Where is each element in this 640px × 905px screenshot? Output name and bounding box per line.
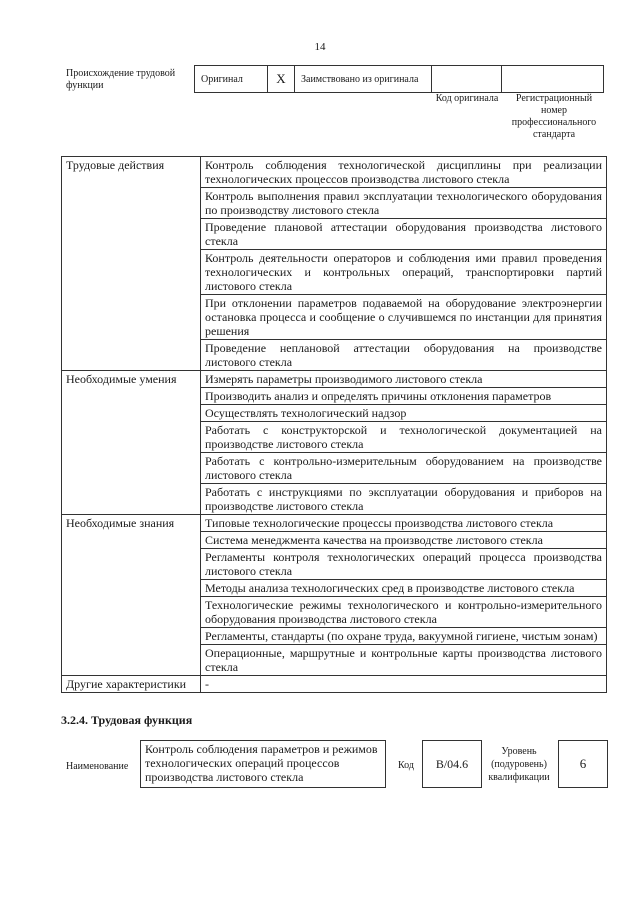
function-name-label: Наименование	[66, 761, 129, 772]
item-cell: -	[201, 676, 607, 693]
item-cell: Работать с конструкторской и технологической документацией на производстве листового стекла	[201, 422, 607, 453]
origin-code-cell	[432, 66, 502, 93]
qualification-level-label: Уровень (подуровень) квалификации	[488, 746, 550, 783]
function-name-value: Контроль соблюдения параметров и режимов технологических операций процессов производства листового стекла	[140, 740, 386, 788]
item-cell: Методы анализа технологических сред в производстве листового стекла	[201, 580, 607, 597]
item-cell: Система менеджмента качества на производстве листового стекла	[201, 532, 607, 549]
item-cell: Операционные, маршрутные и контрольные карты производства листового стекла	[201, 645, 607, 676]
item-cell: Регламенты, стандарты (по охране труда, вакуумной гигиене, чистым зонам)	[201, 628, 607, 645]
item-cell: Работать с инструкциями по эксплуатации оборудования и приборов на производстве листового стекла	[201, 484, 607, 515]
item-cell: Проведение плановой аттестации оборудования производства листового стекла	[201, 219, 607, 250]
item-cell: Измерять параметры производимого листового стекла	[201, 371, 607, 388]
category-cell: Необходимые умения	[62, 371, 201, 515]
table-row	[62, 515, 607, 532]
table-row	[62, 157, 607, 188]
qualification-level-value: 6	[558, 740, 608, 788]
page-number: 14	[314, 41, 326, 53]
item-cell: Проведение неплановой аттестации оборудования на производстве листового стекла	[201, 340, 607, 371]
item-cell: Работать с контрольно-измерительным оборудованием на производстве листового стекла	[201, 453, 607, 484]
section-title: 3.2.4. Трудовая функция	[61, 713, 193, 727]
category-cell: Трудовые действия	[62, 157, 201, 371]
origin-original-mark: X	[268, 66, 295, 93]
item-cell: Производить анализ и определять причины отклонения параметров	[201, 388, 607, 405]
item-cell: При отклонении параметров подаваемой на оборудование электроэнергии остановка процесса и сообщение о случившемся по инстанции для принятия решения	[201, 295, 607, 340]
origin-borrowed-label: Заимствовано из оригинала	[295, 66, 432, 93]
origin-label: Происхождение трудовой функции	[66, 68, 176, 91]
function-code-value: B/04.6	[422, 740, 482, 788]
origin-original-label: Оригинал	[195, 66, 268, 93]
item-cell: Контроль соблюдения технологической дисциплины при реализации технологических процессов производства листового стекла	[201, 157, 607, 188]
table-row	[62, 371, 607, 388]
origin-table	[194, 65, 604, 93]
origin-reg-caption: Регистрационный номер профессионального стандарта	[511, 93, 597, 140]
item-cell: Технологические режимы технологического и контрольно-измерительного оборудования производства листового стекла	[201, 597, 607, 628]
item-cell: Контроль выполнения правил эксплуатации технологического оборудования по производству листового стекла	[201, 188, 607, 219]
competency-table	[61, 156, 607, 693]
item-cell: Контроль деятельности операторов и соблюдения ими правил проведения технологических и контрольных операций, транспортировки партий листового стекла	[201, 250, 607, 295]
origin-reg-cell	[502, 66, 604, 93]
item-cell: Регламенты контроля технологических операций процесса производства листового стекла	[201, 549, 607, 580]
origin-code-caption: Код оригинала	[435, 93, 499, 104]
category-cell: Другие характеристики	[62, 676, 201, 693]
category-cell: Необходимые знания	[62, 515, 201, 676]
item-cell: Типовые технологические процессы производства листового стекла	[201, 515, 607, 532]
table-row	[62, 676, 607, 693]
function-code-label: Код	[398, 760, 414, 771]
item-cell: Осуществлять технологический надзор	[201, 405, 607, 422]
